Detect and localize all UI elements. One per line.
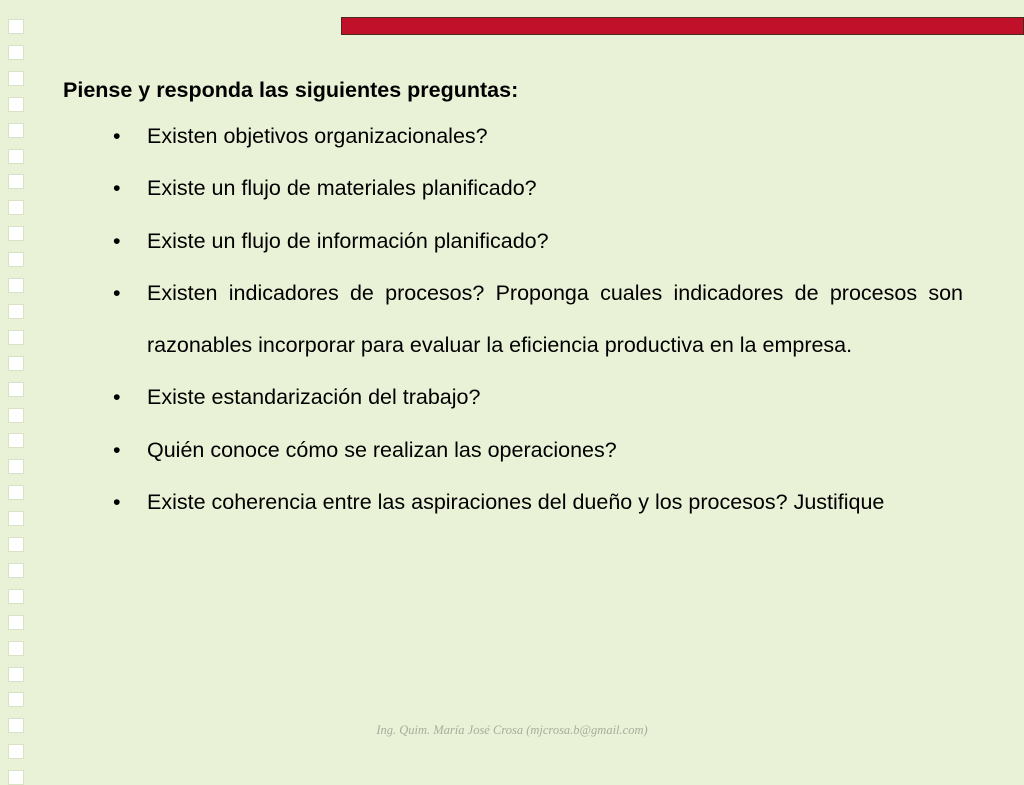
question-text: Existe un flujo de materiales planificado? [147,176,537,201]
edge-square [8,304,24,319]
question-item [63,162,963,214]
edge-square [8,485,24,500]
bullet-icon: • [113,490,121,515]
edge-square [8,71,24,86]
top-accent-bar [341,17,1024,35]
edge-square [8,174,24,189]
edge-square [8,149,24,164]
edge-square [8,408,24,423]
edge-square [8,278,24,293]
edge-square [8,511,24,526]
question-text: Existe estandarización del trabajo? [147,385,481,410]
question-text: Existe un flujo de información planificado? [147,228,549,253]
bullet-icon: • [113,228,121,253]
bullet-icon: • [113,176,121,201]
bullet-icon: • [113,124,121,148]
question-text: Existe coherencia entre las aspiraciones del dueño y los procesos? Justifique [147,490,885,515]
edge-square [8,537,24,552]
edge-square [8,433,24,448]
question-text: Existen objetivos organizacionales? [147,124,488,148]
question-item [63,110,963,162]
bullet-icon: • [113,280,121,305]
edge-square [8,330,24,345]
question-item [63,267,963,372]
edge-square [8,252,24,267]
edge-square [8,459,24,474]
question-item [63,371,963,423]
edge-square [8,667,24,682]
slide-content [63,70,963,528]
edge-square [8,615,24,630]
edge-square [8,97,24,112]
edge-square [8,226,24,241]
question-item [63,476,963,528]
slide-footer: Ing. Quim. María José Crosa (mjcrosa.b@gmail.com) [376,723,648,737]
edge-square [8,641,24,656]
edge-square [8,45,24,60]
question-item [63,215,963,267]
question-text: Quién conoce cómo se realizan las operaciones? [147,437,617,462]
edge-square [8,382,24,397]
left-edge-tab-strip [8,0,26,768]
question-list [63,110,963,528]
edge-square [8,356,24,371]
edge-square [8,563,24,578]
edge-square [8,692,24,707]
edge-square [8,19,24,34]
edge-square [8,200,24,215]
edge-square [8,123,24,138]
bullet-icon: • [113,437,121,462]
edge-square [8,770,24,785]
slide-heading: Piense y responda las siguientes preguntas: [63,78,519,102]
question-item [63,424,963,476]
question-text: Existen indicadores de procesos? Proponga cuales indicadores de procesos son razonables incorporar para evaluar la eficiencia productiva en la empresa. [147,280,963,358]
bullet-icon: • [113,385,121,410]
edge-square [8,744,24,759]
edge-square [8,589,24,604]
